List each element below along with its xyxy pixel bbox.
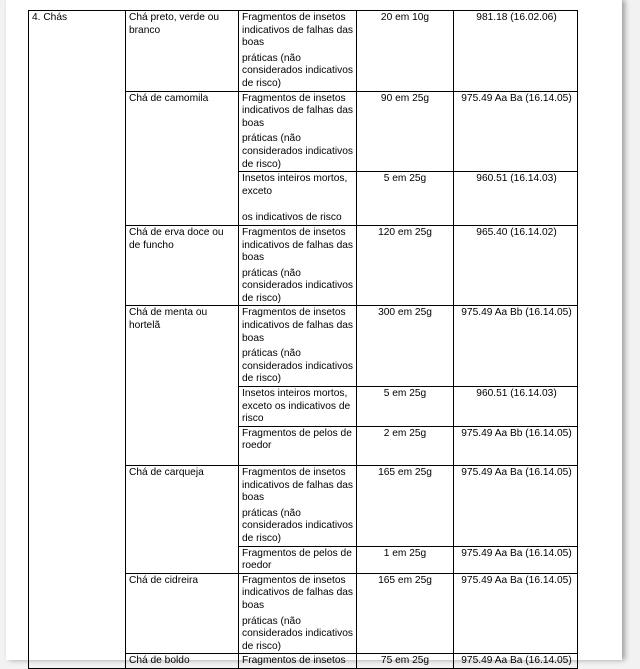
method-cell: 960.51 (16.14.03) [454,387,578,427]
defect-text: Insetos inteiros mortos, exceto os indicativos de risco [242,388,351,425]
defect-cell [239,426,357,465]
table-row [29,11,578,92]
method-cell: 965.40 (16.14.02) [454,225,578,306]
limit-cell: 2 em 25g [357,426,454,465]
method-cell: 975.49 Aa Ba (16.14.05) [454,573,578,654]
method-cell: 975.49 Aa Ba (16.14.05) [454,91,578,172]
defect-cell [239,546,357,573]
defect-text: Fragmentos de pelos de roedor [242,427,352,452]
defect-cell [239,306,357,387]
defect-text-continued: práticas (não considerados indicativos de risco) [242,133,353,170]
defect-text: Fragmentos de insetos indicativos de falhas das boas [242,226,353,264]
defect-text-continued: práticas (não considerados indicativos de risco) [242,348,353,385]
contaminant-limits-table [28,10,578,669]
defect-text: Fragmentos de insetos indicativos de falhas das boas [242,92,353,129]
defect-text: Fragmentos de insetos indicativos de falhas das boas [242,467,353,504]
limit-cell: 1 em 25g [357,546,454,573]
product-cell: Chá de cidreira [126,573,239,654]
defect-text: Fragmentos de insetos [242,655,346,667]
method-cell: 975.49 Aa Ba (16.14.05) [454,466,578,547]
product-cell: Chá de boldo [126,654,239,669]
defect-text-continued: práticas (não considerados indicativos de risco) [242,267,353,304]
method-cell: 981.18 (16.02.06) [454,11,578,92]
defect-cell [239,573,357,654]
category-cell: 4. Chás [29,11,126,669]
product-cell: Chá de carqueja [126,466,239,574]
limit-cell: 90 em 25g [357,91,454,172]
defect-text: Fragmentos de insetos indicativos de falhas das boas [242,12,353,49]
defect-text: Fragmentos de pelos de roedor [242,547,352,572]
defect-cell [239,225,357,306]
limit-cell: 300 em 25g [357,306,454,387]
product-cell: Chá de menta ou hortelã [126,306,239,466]
defect-cell [239,466,357,547]
defect-cell [239,91,357,172]
limit-cell: 5 em 25g [357,387,454,427]
limit-cell: 75 em 25g [357,654,454,669]
defect-cell [239,11,357,92]
method-cell: 975.49 Aa Bb (16.14.05) [454,426,578,465]
limit-cell: 165 em 25g [357,466,454,547]
limit-cell: 20 em 10g [357,11,454,92]
method-cell: 975.49 Aa Bb (16.14.05) [454,306,578,387]
product-cell: Chá de camomila [126,91,239,225]
method-cell: 975.49 Aa Ba (16.14.05) [454,654,578,669]
spacer [242,453,353,465]
method-cell: 975.49 Aa Ba (16.14.05) [454,546,578,573]
defect-text-continued: os indicativos de risco [242,212,342,224]
limit-cell: 165 em 25g [357,573,454,654]
defect-text: Fragmentos de insetos indicativos de falhas das boas [242,574,353,611]
document-page [6,0,622,667]
defect-cell [239,172,357,226]
defect-text: Fragmentos de insetos indicativos de falhas das boas [242,307,353,344]
defect-text-continued: práticas (não considerados indicativos de risco) [242,52,353,89]
defect-cell [239,387,357,427]
product-cell: Chá preto, verde ou branco [126,11,239,92]
limit-cell: 5 em 25g [357,172,454,226]
defect-text: Insetos inteiros mortos, exceto [242,173,348,197]
defect-text-continued: práticas (não considerados indicativos de risco) [242,507,353,544]
method-cell: 960.51 (16.14.03) [454,172,578,226]
defect-cell [239,654,357,669]
limit-cell: 120 em 25g [357,225,454,306]
defect-text-continued: práticas (não considerados indicativos de risco) [242,615,353,652]
product-cell: Chá de erva doce ou de funcho [126,225,239,306]
